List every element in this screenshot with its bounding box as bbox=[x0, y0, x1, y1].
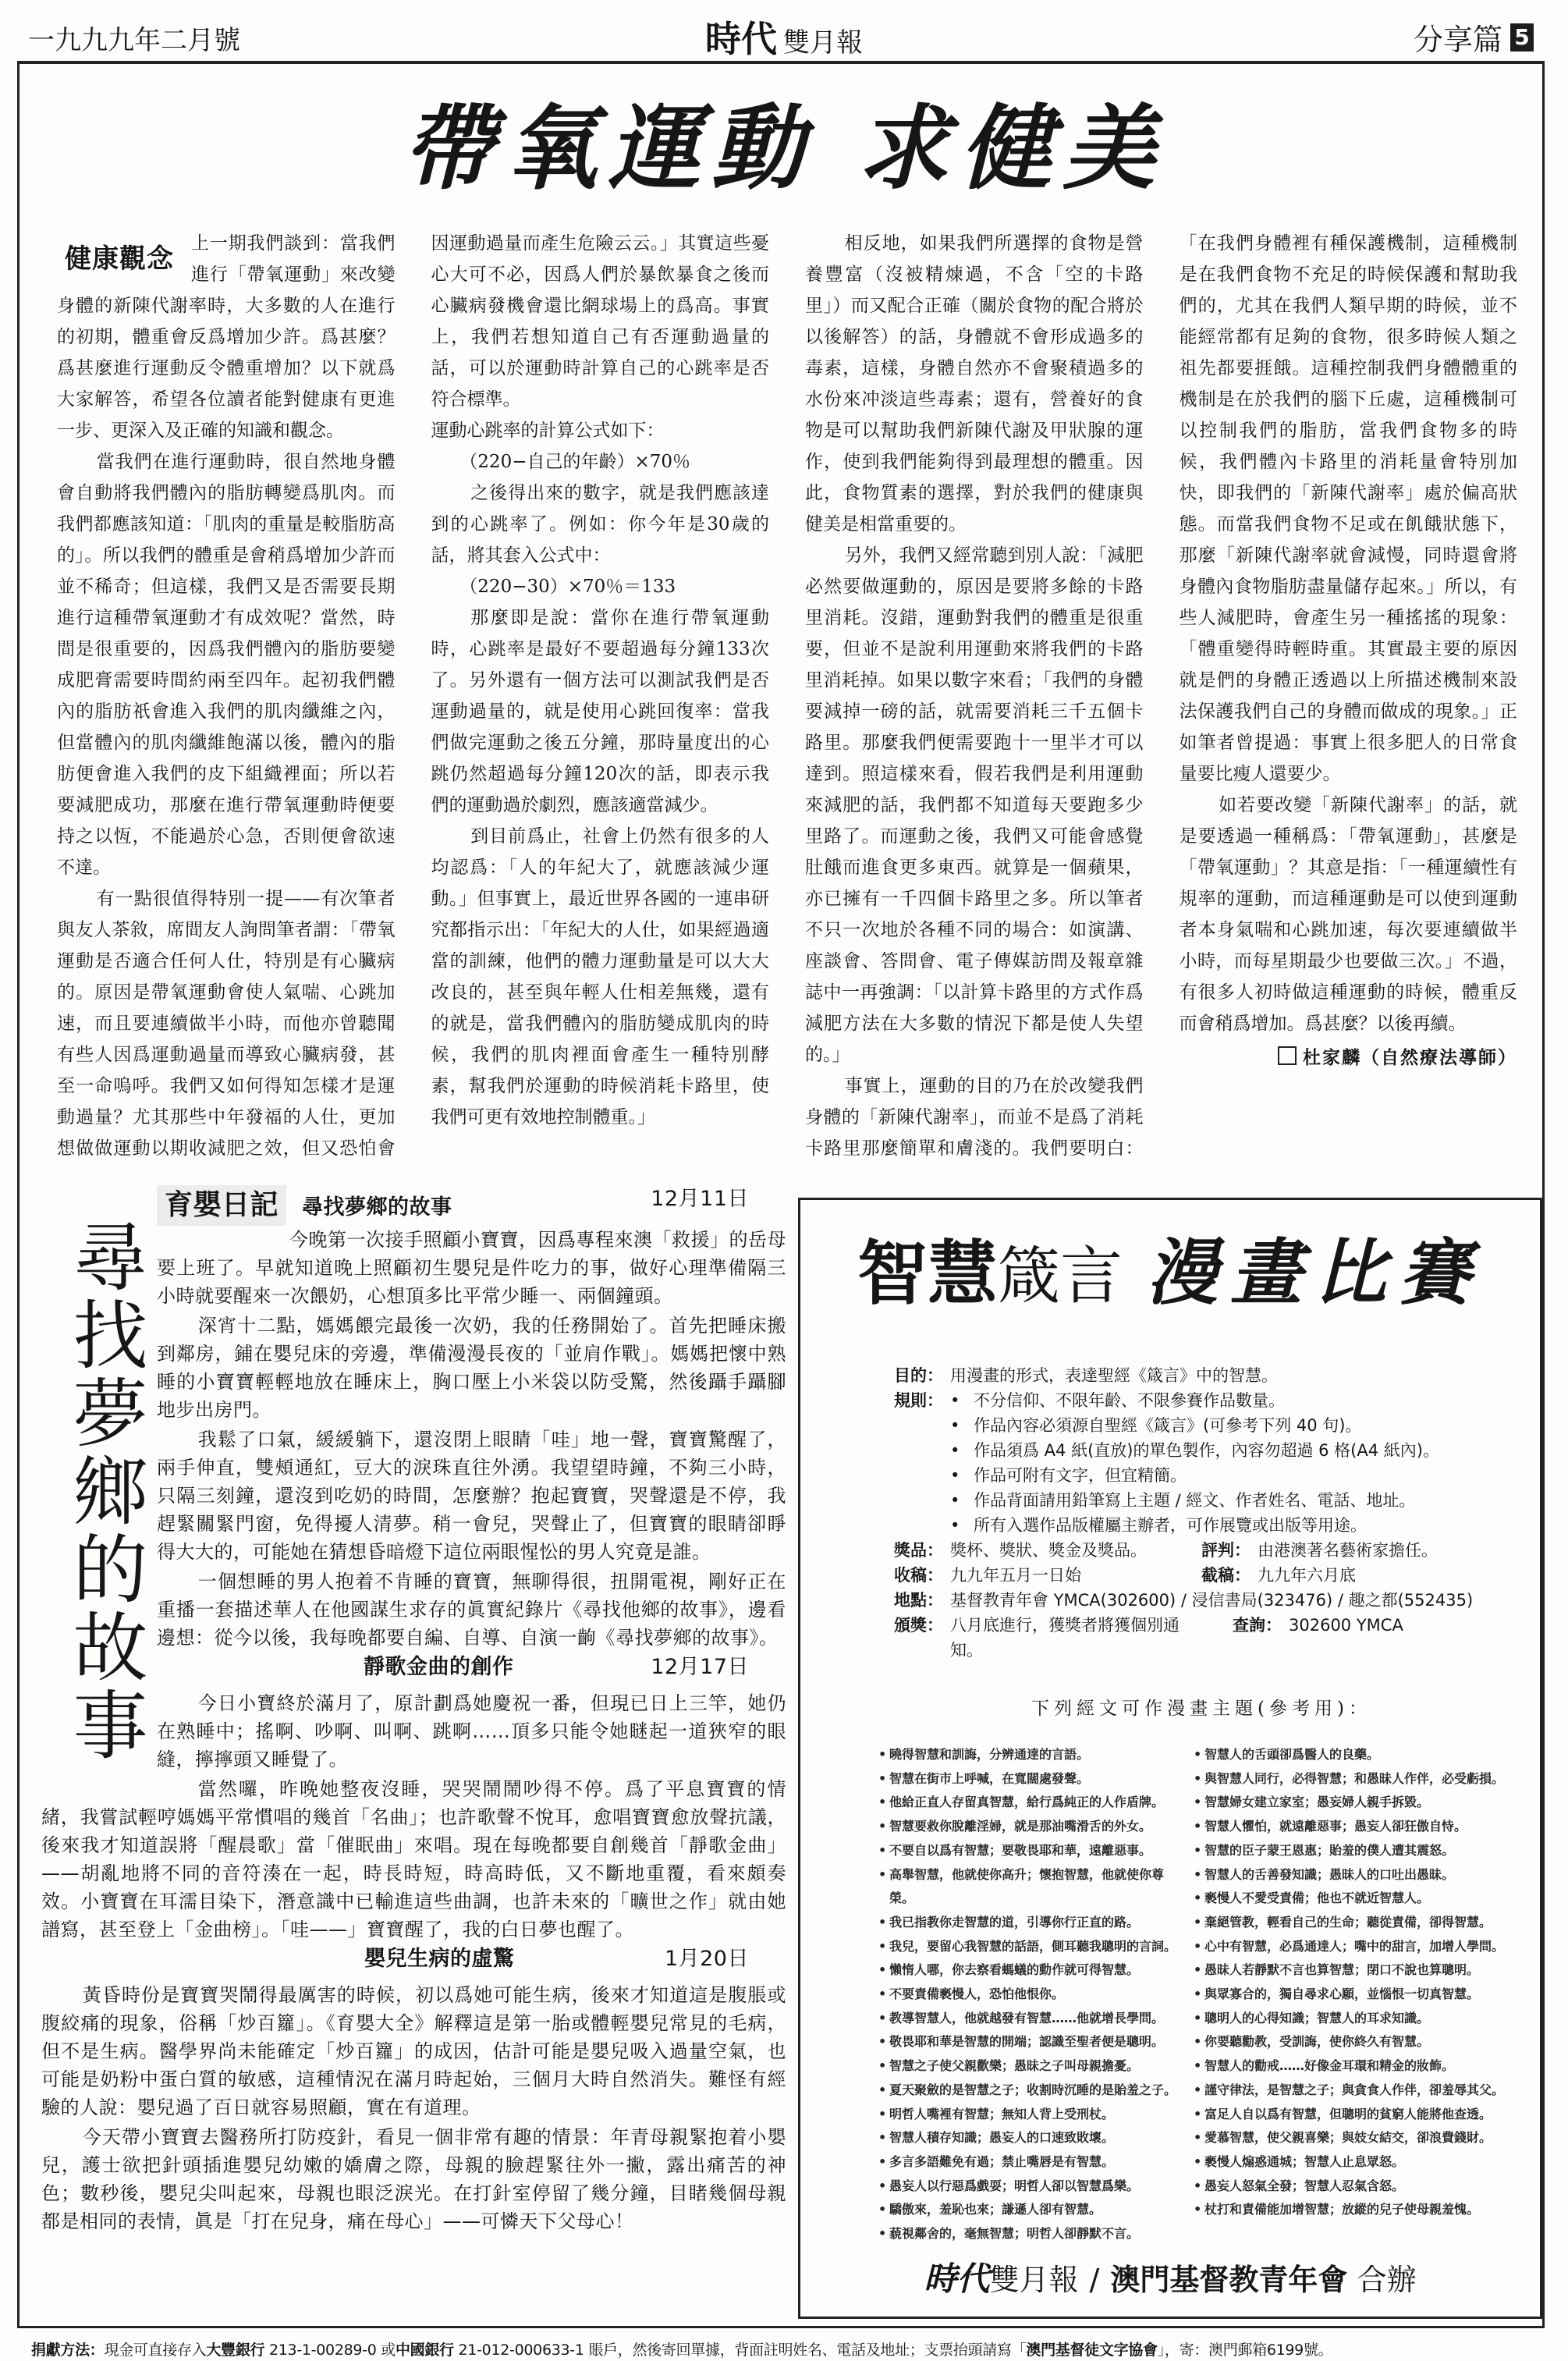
verse-text: 棄絕管教，輕看自己的生命；聽從責備，卻得智慧。 bbox=[1204, 1914, 1492, 1930]
bullet-icon: • bbox=[950, 1466, 960, 1485]
verse-text: 智慧人的舌頭卻爲醫人的良藥。 bbox=[1204, 1747, 1380, 1762]
bullet-icon: • bbox=[1194, 1770, 1202, 1786]
bullet-icon: • bbox=[1194, 2034, 1202, 2050]
diary-entry bbox=[41, 1185, 786, 1652]
verse-item bbox=[878, 1983, 1183, 2007]
detail-value: 基督教青年會 YMCA(302600) / 浸信書局(323476) / 趣之都(552435) bbox=[950, 1591, 1474, 1610]
organizers bbox=[800, 2260, 1540, 2299]
verse-text: 不要責備褻慢人，恐怕他恨你。 bbox=[889, 1986, 1065, 2002]
verse-list-heading: 下列經文可作漫畫主題(參考用)： bbox=[1031, 1699, 1371, 1719]
verse-text: 與眾寡合的，獨自尋求心願，並惱恨一切真智慧。 bbox=[1204, 1986, 1480, 2002]
verse-item bbox=[1194, 2079, 1529, 2103]
verse-item bbox=[1194, 2054, 1529, 2079]
verse-item bbox=[1194, 2198, 1529, 2222]
rules-label: 規則： bbox=[894, 1391, 943, 1410]
page-number: 5 bbox=[1510, 23, 1534, 51]
footer-segment: 大豐銀行 bbox=[206, 2341, 265, 2359]
verse-text: 聰明人的心得知識；智慧人的耳求知識。 bbox=[1204, 2010, 1430, 2025]
bullet-icon: • bbox=[878, 1747, 887, 1762]
rule-item bbox=[894, 1488, 1518, 1513]
bullet-icon: • bbox=[1194, 2130, 1202, 2146]
section-name: 分享篇 bbox=[1413, 23, 1502, 57]
bullet-icon: • bbox=[1194, 2010, 1202, 2025]
rule-item bbox=[894, 1463, 1518, 1488]
rules-label bbox=[894, 1513, 950, 1538]
verse-item bbox=[1194, 2175, 1529, 2199]
verse-text: 心中有智慧，必爲通達人；嘴中的甜言，加增人學問。 bbox=[1204, 1938, 1505, 1954]
verse-item bbox=[1194, 1911, 1529, 1935]
bullet-icon: • bbox=[878, 2082, 887, 2097]
verse-text: 愚妄人以行惡爲戲耍；明哲人卻以智慧爲樂。 bbox=[889, 2178, 1140, 2193]
rule-item bbox=[894, 1438, 1518, 1463]
verse-text: 智慧人積存知識；愚妄人的口速致敗壞。 bbox=[889, 2130, 1115, 2146]
contest-details bbox=[894, 1363, 1518, 1663]
entry-title: 嬰兒生病的虛驚 bbox=[364, 1947, 515, 1971]
footer-segment: 捐獻方法： bbox=[31, 2341, 105, 2359]
baby-diary-article bbox=[41, 1185, 786, 2237]
purpose-text: 用漫畫的形式，表達聖經《箴言》中的智慧。 bbox=[950, 1366, 1278, 1385]
detail-value: 由港澳著名藝術家擔任。 bbox=[1258, 1541, 1438, 1560]
entry-title: 尋找夢鄉的故事 bbox=[302, 1195, 452, 1220]
bullet-icon: • bbox=[1194, 1842, 1202, 1858]
verse-item bbox=[1194, 1791, 1529, 1815]
verse-text: 褻慢人煽惑通城；智慧人止息眾怒。 bbox=[1204, 2153, 1405, 2169]
bullet-icon: • bbox=[878, 1819, 887, 1834]
detail-row bbox=[894, 1588, 1518, 1613]
verse-text: 驕傲來，羞恥也來；謙遜人卻有智慧。 bbox=[889, 2202, 1102, 2217]
verse-item bbox=[878, 2103, 1183, 2127]
entry-paragraph: 今天帶小寶寶去醫務所打防疫針，看見一個非常有趣的情景：年青母親緊抱着小嬰兒，護士欲把針頭插進嬰兒幼嫩的嬌膚之際，母親的臉趕緊往外一撇，露出痛苦的神色；數秒後，嬰兒尖叫起來，母親也眼泛淚光。在打針室停留了幾分鐘，目睹幾個母親都是相同的表情，眞是「打在兒身，痛在母心」——可憐天下父母心！ bbox=[41, 2126, 786, 2232]
verse-text: 他給正直人存留真智慧，給行爲純正的人作盾牌。 bbox=[889, 1795, 1165, 1810]
entry-paragraph: 黃昏時份是寶寶哭鬧得最厲害的時候，初以爲她可能生病，後來才知道這是腹脹或腹絞痛的現象，俗稱「炒百籮」。《育嬰大全》解釋這是第一胎或體輕嬰兒常見的毛病，但不是生病。醫學界尚未能確定「炒百籮」的成因，估計可能是嬰兒吸入過量空氣，也可能是奶粉中蛋白質的敏感，這種情況在滿月時起始，三個月大時自然消失。難怪有經驗的人說：嬰兒過了百日就容易照顧，實在有道理。 bbox=[41, 1984, 786, 2118]
verse-item bbox=[1194, 1958, 1529, 1983]
diary-vertical-title: 尋找夢鄉的故事 bbox=[61, 1218, 148, 1764]
article-title: 帶氧運動 求健美 bbox=[402, 94, 1166, 202]
entry-paragraph: 我鬆了口氣，緩緩躺下，還沒閉上眼睛「哇」地一聲，寶寶驚醒了，兩手伸直，雙頰通紅，豆大的淚珠直往外湧。我望望時鐘，不夠三小時，只隔三刻鐘，還沒到吃奶的時間，怎麼辦？抱起寶寶，哭聲還是不停，我趕緊關緊門窗，免得擾人清夢。稍一會兒，哭聲止了，但寶寶的眼睛卻睜得大大的，可能她在猜想昏暗燈下這位兩眼惺忪的男人究竟是誰。 bbox=[157, 1429, 786, 1563]
verse-text: 高舉智慧，他就使你高升；懷抱智慧，他就使你尊榮。 bbox=[889, 1866, 1165, 1906]
footer-segment: 213-1-00289-0 或 bbox=[264, 2341, 396, 2359]
rule-text: 作品背面請用鉛筆寫上主題 / 經文、作者姓名、電話、地址。 bbox=[974, 1491, 1416, 1510]
verse-text: 智慧之子使父親歡樂；愚昧之子叫母親擔憂。 bbox=[889, 2058, 1140, 2074]
article-paragraph: 那麼即是說：當你在進行帶氧運動時，心跳率是最好不要超過每分鐘133次了。另外還有一個方法可以測試我們是否運動過量的，就是使用心跳回復率：當我們做完運動之後五分鐘，那時量度出的心跳仍然超過每分鐘120次的話，即表示我們的運動過於劇烈，應該適當減少。 bbox=[431, 608, 769, 815]
bullet-icon: • bbox=[878, 2106, 887, 2121]
entry-date: 12月11日 bbox=[651, 1187, 749, 1211]
bullet-icon: • bbox=[950, 1391, 960, 1410]
verse-item bbox=[878, 2126, 1183, 2150]
bullet-icon: • bbox=[878, 1914, 887, 1930]
article-paragraph: 另外，我們又經常聽到別人說：「減肥必然要做運動的，原因是要將多餘的卡路里消耗。沒錯，運動對我們的體重是很重要，但並不是說利用運動來將我們的卡路里消耗掉。如果以數字來看；「我們的身體要減掉一磅的話，就需要消耗三千五個卡路里。那麼我們便需要跑十一里半才可以達到。照這樣來看，假若我們是利用運動來減肥的話，我們都不知道每天要跑多少里路了。而運動之後，我們又可能會感覺肚餓而進食更多東西。就算是一個蘋果，亦已擁有一千四個卡路里之多。所以筆者不只一次地於各種不同的場合：如演講、座談會、答問會、電子傳媒訪問及報章雜誌中一再強調：「以計算卡路里的方式作爲減肥方法在大多數的情況下都是使人失望的。」 bbox=[805, 545, 1144, 1065]
verse-item bbox=[1194, 2103, 1529, 2127]
bullet-icon: • bbox=[1194, 1914, 1202, 1930]
entry-paragraph: 今晚第一次接手照顧小寶寶，因爲專程來澳「救援」的岳母要上班了。早就知道晚上照顧初生嬰兒是件吃力的事，做好心理準備隔三小時就要醒來一次餵奶，心想頂多比平常少睡一、兩個鐘頭。 bbox=[157, 1229, 786, 1307]
verse-lists bbox=[878, 1743, 1540, 2246]
entry-paragraph: 今日小寶終於滿月了，原計劃爲她慶祝一番，但現已日上三竿，她仍在熟睡中；搖啊、吵啊、叫啊、跳啊……頂多只能令她瞇起一道狹窄的眼縫，擰擰頭又睡覺了。 bbox=[157, 1692, 786, 1770]
verse-list-right bbox=[1194, 1743, 1529, 2246]
byline bbox=[1180, 1042, 1518, 1074]
contest-title-bold: 智慧 bbox=[857, 1233, 998, 1315]
detail-field bbox=[1233, 1613, 1403, 1663]
column-label: 健康觀念 bbox=[65, 243, 174, 275]
article-paragraph: 相反地，如果我們所選擇的食物是營養豐富（沒被精煉過，不含「空的卡路里」）而又配合正確（關於食物的配合將於以後解答）的話，身體就不會形成過多的毒素，這樣，身體自然亦不會聚積過多的水份來冲淡這些毒素；還有，營養好的食物是可以幫助我們新陳代謝及甲狀腺的運作，使到我們能夠得到最理想的體重。因此，食物質素的選擇，對於我們的健康與健美是相當重要的。 bbox=[805, 233, 1144, 534]
verse-text: 我兒，要留心我智慧的話語，側耳聽我聰明的言詞。 bbox=[889, 1938, 1177, 1954]
verse-item bbox=[1194, 1839, 1529, 1863]
footer-segment: 」，寄：澳門郵箱6199號。 bbox=[1157, 2341, 1333, 2359]
verse-text: 愚昧人若靜默不言也算智慧；閉口不說也算聰明。 bbox=[1204, 1962, 1480, 1978]
verse-item bbox=[878, 1743, 1183, 1767]
bullet-icon: • bbox=[1194, 1866, 1202, 1882]
paper-name: 時代 bbox=[705, 18, 777, 60]
verse-text: 你要聽勸教，受訓誨，使你終久有智慧。 bbox=[1204, 2034, 1430, 2050]
article-paragraph: 運動心跳率的計算公式如下： bbox=[431, 421, 665, 441]
rules-label bbox=[894, 1438, 950, 1463]
verse-text: 曉得智慧和訓誨，分辨通達的言語。 bbox=[889, 1747, 1090, 1762]
rule-text: 不分信仰、不限年齡、不限參賽作品數量。 bbox=[974, 1391, 1285, 1410]
article-paragraph: 有一點很值得特別一提——有次筆者與友人茶敘，席間友人詢問筆者謂：「帶氧運動是否適合任何人仕，特別是有心臟病的。原因是帶氧運動會使人氣喘、心跳加速，而且要連續做半小時，而他亦曾聽聞有些人因爲運動過量而導致心臟病發，甚至一命嗚呼。我們又如何得知怎樣才是運動過量？尤其那些中年發福的人仕，更加想做做運動以期收減肥之效，但又恐怕會因運動過量而產生危險云云。」其實這些憂心大可不必，因爲人們於暴飲暴食之後而心臟病發機會還比網球場上的爲高。事實上，我們若想知道自己有否運動過量的話，可以於運動時計算自己的心跳率是否符合標準。 bbox=[57, 233, 769, 1159]
verse-text: 智慧要救你脫離淫婦，就是那油嘴滑舌的外女。 bbox=[889, 1819, 1152, 1834]
detail-value: 302600 YMCA bbox=[1289, 1616, 1403, 1635]
bullet-icon: • bbox=[878, 1770, 887, 1786]
entry-paragraph: 一個想睡的男人抱着不肯睡的寶寶，無聊得很，扭開電視，剛好正在重播一套描述華人在他國謀生求存的眞實紀錄片《尋找他鄉的故事》，邊看邊想：從今以後，我每晚都要自編、自導、自演一齣《尋找夢鄉的故事》。 bbox=[157, 1571, 786, 1649]
donation-footer bbox=[31, 2339, 1537, 2361]
verse-text: 愛慕智慧，使父親喜樂；與妓女結交，卻浪費錢財。 bbox=[1204, 2130, 1492, 2146]
verse-text: 智慧人懼怕，就遠離惡事；愚妄人卻狂傲自恃。 bbox=[1204, 1819, 1467, 1834]
verse-item bbox=[878, 1767, 1183, 1791]
formula-line: （220−自己的年齡）×70％ bbox=[459, 452, 691, 472]
verse-text: 我已指教你走智慧的道，引導你行正直的路。 bbox=[889, 1914, 1140, 1930]
entry-header bbox=[41, 1653, 786, 1689]
verse-item bbox=[878, 2030, 1183, 2054]
verse-item bbox=[878, 2079, 1183, 2103]
footer-segment: 21-012-000633-1 賬戶，然後寄回單據，背面註明姓名、電話及地址；支票抬頭請寫「 bbox=[453, 2341, 1027, 2359]
paper-subtitle: 雙月報 bbox=[783, 27, 863, 59]
verse-text: 懶惰人哪，你去察看螞蟻的動作就可得智慧。 bbox=[889, 1962, 1140, 1978]
detail-label: 收稿： bbox=[894, 1566, 943, 1585]
bullet-icon: • bbox=[878, 1842, 887, 1858]
detail-row bbox=[894, 1563, 1518, 1588]
entry-header bbox=[41, 1945, 786, 1981]
detail-row bbox=[894, 1538, 1518, 1563]
article-paragraph: 如若要改變「新陳代謝率」的話，就是要透過一種稱爲：「帶氧運動」，甚麼是「帶氧運動」？其意是指：「一種運續性有規率的運動，而這種運動是可以使到運動者本身氣喘和心跳加速，每次要連續做半小時，而每星期最少也要做三次。」不過，有很多人初時做這種運動的時候，體重反而會稍爲增加。爲甚麼？以後再續。 bbox=[1179, 795, 1517, 1034]
verse-text: 不要自以爲有智慧；要敬畏耶和華，遠離惡事。 bbox=[889, 1842, 1152, 1858]
article-paragraph: 事實上，運動的目的乃在於改變我們身體的「新陳代謝率」，而並不是爲了消耗卡路里那麼簡單和膚淺的。我們要明白：「在我們身體裡有種保護機制，這種機制是在我們食物不充足的時候保護和幫助我們的，尤其在我們人類早期的時候，並不能經常都有足夠的食物，很多時候人類之祖先都要捱餓。這種控制我們身體體重的機制是在於我們的腦下丘處，這種機制可以控制我們的脂肪，當我們食物多的時候，我們體內卡路里的消耗量會特別加快，即我們的「新陳代謝率」處於偏高狀態。而當我們食物不足或在飢餓狀態下，那麼「新陳代謝率就會減慢，同時還會將身體內食物脂肪盡量儲存起來。」所以，有些人減肥時，會產生另一種搖搖的現象：「體重變得時輕時重。其實最主要的原因就是們的身體正透過以上所描述機制來設法保護我們自己的身體而做成的現象。」正如筆者曾提過：事實上很多肥人的日常食量要比瘦人還要少。 bbox=[805, 233, 1517, 1159]
footer-segment: 澳門基督徒文字協會 bbox=[1026, 2341, 1158, 2359]
entry-date: 1月20日 bbox=[664, 1947, 749, 1971]
entry-paragraph: 深宵十二點，媽媽餵完最後一次奶，我的任務開始了。首先把睡床搬到鄰房，鋪在嬰兒床的旁邊，準備漫漫長夜的「並肩作戰」。媽媽把懷中熟睡的小寶寶輕輕地放在睡床上，胸口壓上小米袋以防受驚，然後躡手躡腳地步出房門。 bbox=[157, 1315, 786, 1421]
verse-item bbox=[878, 2175, 1183, 2199]
verse-item bbox=[1194, 1983, 1529, 2007]
bullet-icon: • bbox=[878, 2058, 887, 2074]
section-header bbox=[1414, 16, 1534, 59]
rules-label bbox=[894, 1413, 950, 1438]
article-paragraph: 當我們在進行運動時，很自然地身體會自動將我們體內的脂肪轉變爲肌肉。而我們都應該知道：「肌肉的重量是較脂肪高的」。所以我們的體重是會稍爲增加少許而並不稀奇；但這樣，我們又是否需要長期進行這種帶氧運動才有成效呢？當然，時間是很重要的，因爲我們體內的脂肪要變成肥膏需要時間約兩至四年。起初我們體內的脂肪祇會進入我們的肌肉纖維之內，但當體內的肌肉纖維飽滿以後，體內的脂肪便會進入我們的皮下組織裡面；所以若要減肥成功，那麼在進行帶氧運動時便要持之以恆，不能過於心急，否則便會欲速不達。 bbox=[57, 452, 396, 878]
article-paragraph: 上一期我們談到：當我們進行「帶氧運動」來改變身體的新陳代謝率時，大多數的人在進行的初期，體重會反爲增加少許。爲甚麼？爲甚麼進行運動反令體重增加？以下就爲大家解答，希望各位讀者能對健康有更進一步、更深入及正確的知識和觀念。 bbox=[57, 233, 396, 441]
bullet-icon: • bbox=[1194, 2058, 1202, 2074]
detail-value: 獎杯、獎狀、獎金及獎品。 bbox=[950, 1541, 1147, 1560]
verse-item bbox=[878, 2150, 1183, 2175]
organizer-suffix: 合辦 bbox=[1357, 2263, 1417, 2297]
entry-title: 靜歌金曲的創作 bbox=[364, 1655, 514, 1679]
verse-item bbox=[1194, 1887, 1529, 1911]
detail-value: 八月底進行，獲獎者將獲個別通知。 bbox=[950, 1616, 1180, 1660]
bullet-icon: • bbox=[1194, 1986, 1202, 2002]
bullet-icon: • bbox=[878, 1795, 887, 1810]
organizer-org: 澳門基督教青年會 bbox=[1110, 2263, 1348, 2297]
detail-field bbox=[894, 1588, 1473, 1613]
bullet-icon: • bbox=[1194, 2082, 1202, 2097]
detail-label: 截稿： bbox=[1201, 1566, 1250, 1585]
rule-item bbox=[894, 1388, 1518, 1413]
bullet-icon: • bbox=[878, 2202, 887, 2217]
footer-segment: 中國銀行 bbox=[395, 2341, 454, 2359]
detail-label: 查詢： bbox=[1233, 1616, 1282, 1635]
bullet-icon: • bbox=[878, 1866, 887, 1882]
bullet-icon: • bbox=[878, 2153, 887, 2169]
verse-text: 敬畏耶和華是智慧的開端；認識至聖者便是聰明。 bbox=[889, 2034, 1165, 2050]
bullet-icon: • bbox=[1194, 1938, 1202, 1954]
bullet-icon: • bbox=[1194, 1747, 1202, 1762]
bullet-icon: • bbox=[1194, 1819, 1202, 1834]
verse-item bbox=[1194, 1815, 1529, 1839]
detail-value: 九九年五月一日始 bbox=[950, 1566, 1081, 1585]
detail-row bbox=[894, 1613, 1518, 1663]
detail-label: 評判： bbox=[1201, 1541, 1250, 1560]
entry-header bbox=[41, 1185, 786, 1226]
purpose-label: 目的： bbox=[894, 1366, 943, 1385]
verse-item bbox=[1194, 2150, 1529, 2175]
rules-label bbox=[894, 1463, 950, 1488]
bullet-icon: • bbox=[878, 1962, 887, 1978]
contest-title-script: 漫畫比賽 bbox=[1145, 1230, 1483, 1315]
verse-item bbox=[878, 2222, 1183, 2246]
verse-text: 富足人自以爲有智慧，但聰明的貧窮人能將他查透。 bbox=[1204, 2106, 1492, 2121]
verse-text: 智慧婦女建立家室；愚妄婦人親手拆毀。 bbox=[1204, 1795, 1430, 1810]
bullet-icon: • bbox=[950, 1416, 960, 1435]
article-paragraph: 之後得出來的數字，就是我們應該達到的心跳率了。例如：你今年是30歲的話，將其套入公式中： bbox=[431, 483, 769, 566]
verse-item bbox=[1194, 1863, 1529, 1887]
bullet-icon: • bbox=[1194, 2106, 1202, 2121]
organizer-separator: / bbox=[1089, 2263, 1100, 2297]
verse-item bbox=[1194, 2126, 1529, 2150]
verse-text: 智慧人的舌善發知識；愚昧人的口吐出愚昧。 bbox=[1204, 1866, 1455, 1882]
contest-title bbox=[800, 1222, 1540, 1344]
verse-text: 杖打和責備能加增智慧；放縱的兒子使母親羞愧。 bbox=[1204, 2202, 1480, 2217]
verse-item bbox=[878, 2007, 1183, 2031]
verse-item bbox=[878, 1911, 1183, 1935]
verse-list-left bbox=[878, 1743, 1183, 2246]
diary-entry bbox=[41, 1945, 786, 2235]
verse-item bbox=[878, 1863, 1183, 1911]
verse-item bbox=[878, 1935, 1183, 1959]
verse-item bbox=[878, 2198, 1183, 2222]
issue-date: 一九九九年二月號 bbox=[28, 25, 240, 56]
purpose-row bbox=[894, 1363, 1518, 1388]
verse-item bbox=[878, 1958, 1183, 1983]
verse-item bbox=[1194, 1767, 1529, 1791]
verse-text: 謹守律法，是智慧之子；與貪食人作伴，卻羞辱其父。 bbox=[1204, 2082, 1505, 2097]
detail-label: 獎品： bbox=[894, 1541, 943, 1560]
verse-text: 夏天聚斂的是智慧之子；收割時沉睡的是貽羞之子。 bbox=[889, 2082, 1177, 2097]
detail-field bbox=[1201, 1538, 1438, 1563]
bullet-icon: • bbox=[1194, 1962, 1202, 1978]
bullet-icon: • bbox=[878, 2010, 887, 2025]
bullet-icon: • bbox=[878, 1986, 887, 2002]
verse-item bbox=[878, 1791, 1183, 1815]
bullet-icon: • bbox=[1194, 2178, 1202, 2193]
bullet-icon: • bbox=[878, 1938, 887, 1954]
detail-field bbox=[894, 1613, 1201, 1663]
verse-item bbox=[1194, 1743, 1529, 1767]
contest-title-regular: 箴言 bbox=[997, 1240, 1123, 1312]
bullet-icon: • bbox=[878, 2130, 887, 2146]
bullet-icon: • bbox=[878, 2178, 887, 2193]
bullet-icon: • bbox=[878, 2034, 887, 2050]
masthead bbox=[546, 11, 1022, 62]
detail-label: 地點： bbox=[894, 1591, 943, 1610]
verse-text: 教導智慧人，他就越發有智慧……他就增長學問。 bbox=[889, 2010, 1165, 2025]
rule-item bbox=[894, 1513, 1518, 1538]
rules-label bbox=[894, 1488, 950, 1513]
byline-author: 杜家麟（自然療法導師） bbox=[1303, 1047, 1517, 1068]
details-list bbox=[894, 1538, 1518, 1663]
detail-field bbox=[1201, 1563, 1356, 1588]
organizer-paper-bold: 時代 bbox=[924, 2260, 990, 2298]
detail-label: 頒獎： bbox=[894, 1616, 943, 1635]
entry-date: 12月17日 bbox=[651, 1655, 749, 1679]
bullet-icon: • bbox=[950, 1516, 960, 1535]
rules-list bbox=[894, 1388, 1518, 1538]
rule-text: 作品須爲 A4 紙(直放)的單色製作，內容勿超過 6 格(A4 紙內)。 bbox=[974, 1441, 1439, 1460]
article-paragraph: 到目前爲止，社會上仍然有很多的人均認爲：「人的年紀大了，就應該減少運動。」但事實上，最近世界各國的一連串研究都指示出：「年紀大的人仕，如果經過適當的訓練，他們的體力運動量是可以大大改良的，甚至與年輕人仕相差無幾，還有的就是，當我們體內的脂肪變成肌肉的時候，我們的肌肉裡面會產生一種特別酵素，幫我們於運動的時候消耗卡路里，使我們可更有效地控制體重。」 bbox=[431, 826, 769, 1127]
detail-field bbox=[894, 1538, 1201, 1563]
bullet-icon: • bbox=[1194, 2202, 1202, 2217]
entry-paragraph: 當然囉，昨晚她整夜沒睡，哭哭鬧鬧吵得不停。爲了平息寶寶的情緒，我嘗試輕哼媽媽平常慣唱的幾首「名曲」；也許歌聲不悅耳，愈唱寶寶愈放聲抗議，後來我才知道誤將「醒晨歌」當「催眠曲」來唱。現在每晚都要自創幾首「靜歌金曲」——胡亂地將不同的音符湊在一起，時長時短，時高時低，又不斷地重覆，看來頗奏效。小寶寶在耳濡目染下，潛意識中已輸進這些曲調，也許未來的「曠世之作」就由她譜寫，甚至登上「金曲榜」。「哇——」寶寶醒了，我的白日夢也醒了。 bbox=[41, 1778, 786, 1940]
article-body bbox=[57, 228, 1517, 1176]
bullet-icon: • bbox=[950, 1491, 960, 1510]
verse-item bbox=[1194, 1935, 1529, 1959]
bullet-icon: • bbox=[1194, 1795, 1202, 1810]
diary-entry bbox=[41, 1653, 786, 1944]
bullet-icon: • bbox=[1194, 1891, 1202, 1906]
organizer-paper-rest: 雙月報 bbox=[989, 2263, 1079, 2297]
rule-item bbox=[894, 1413, 1518, 1438]
verse-text: 智慧在街市上呼喊，在寬闊處發聲。 bbox=[889, 1770, 1090, 1786]
detail-field bbox=[894, 1563, 1201, 1588]
verse-text: 愚妄人怒氣全發；智慧人忍氣含怒。 bbox=[1204, 2178, 1405, 2193]
diary-column-label: 育嬰日記 bbox=[157, 1185, 286, 1226]
rule-text: 作品可附有文字，但宜精簡。 bbox=[974, 1466, 1187, 1485]
verse-text: 褻慢人不愛受責備；他也不就近智慧人。 bbox=[1204, 1891, 1430, 1906]
verse-item bbox=[878, 1815, 1183, 1839]
bullet-icon: • bbox=[878, 2226, 887, 2242]
rule-text: 作品內容必須源自聖經《箴言》(可參考下列 40 句)。 bbox=[974, 1416, 1362, 1435]
byline-box-icon bbox=[1278, 1046, 1297, 1065]
bullet-icon: • bbox=[950, 1441, 960, 1460]
footer-segment: 現金可直接存入 bbox=[104, 2341, 207, 2359]
detail-value: 九九年六月底 bbox=[1258, 1566, 1356, 1585]
verse-text: 明哲人嘴裡有智慧；無知人背上受刑杖。 bbox=[889, 2106, 1115, 2121]
verse-item bbox=[1194, 2007, 1529, 2031]
bullet-icon: • bbox=[1194, 2153, 1202, 2169]
verse-item bbox=[1194, 2030, 1529, 2054]
verse-item bbox=[878, 1839, 1183, 1863]
verse-text: 智慧的臣子蒙王恩惠；貽羞的僕人遭其震怒。 bbox=[1204, 1842, 1455, 1858]
verse-text: 藐視鄰舍的，毫無智慧；明哲人卻靜默不言。 bbox=[889, 2226, 1140, 2242]
verse-text: 智慧人的勸戒……好像金耳環和精金的妝飾。 bbox=[1204, 2058, 1455, 2074]
verse-item bbox=[878, 2054, 1183, 2079]
rule-text: 所有入選作品版權屬主辦者，可作展覽或出版等用途。 bbox=[974, 1516, 1367, 1535]
verse-text: 與智慧人同行，必得智慧；和愚昧人作伴，必受虧損。 bbox=[1204, 1770, 1505, 1786]
comic-contest-box bbox=[798, 1198, 1542, 2319]
verse-text: 多言多語難免有過；禁止嘴唇是有智慧。 bbox=[889, 2153, 1115, 2169]
formula-line: （220−30）×70％＝133 bbox=[459, 577, 676, 597]
